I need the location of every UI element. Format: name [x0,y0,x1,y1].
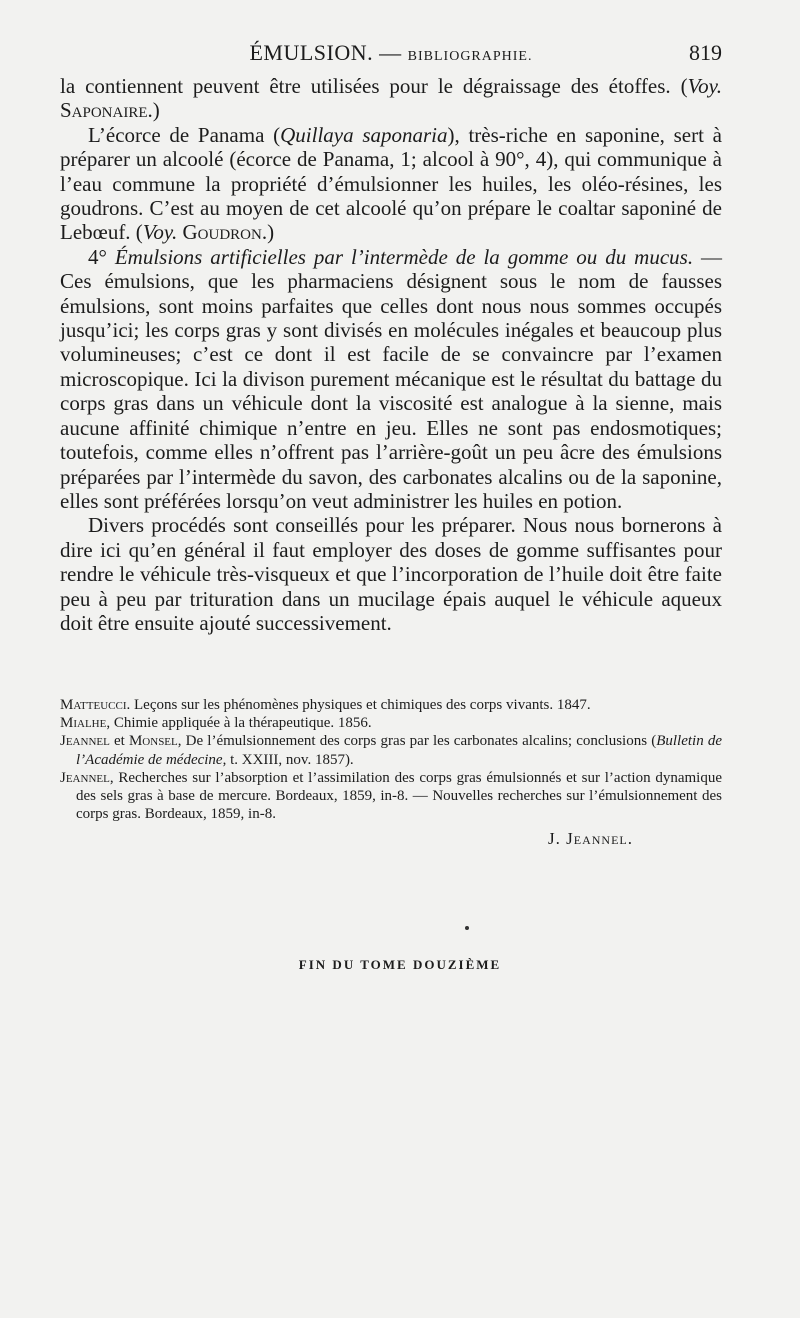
page-number: 819 [689,40,722,65]
body-text [60,74,722,635]
bibliography [60,696,722,823]
author-signature: J. Jeannel. [548,829,633,848]
paragraph-4: Divers procédés sont conseillés pour les préparer. Nous nous bornerons à dire ici qu’en général il faut employer des doses de gomme suffisantes pour rendre le véhicule très-visqueux et que l’incorporation de l’huile doit être faite peu à peu par trituration dans un mucilage épais auquel le véhicule aqueux doit être ensuite ajouté successivement. [60,513,722,635]
paragraph-2: L’écorce de Panama (Quillaya saponaria), très-riche en saponine, sert à préparer un alcoolé (écorce de Panama, 1; alcool à 90°, 4), qui communique à l’eau commune la propriété d’émulsionner les huiles, les oléo-résines, les goudrons. C’est au moyen de cet alcoolé qu’on prépare le coaltar saponiné de Lebœuf. (Voy. Goudron.) [60,122,722,245]
reference-item: Jeannel, Recherches sur l’absorption et l’assimilation des corps gras émulsionnés et sur l’action dynamique des sels gras à base de mercure. Bordeaux, 1859, in-8. — Nouvelles recherches sur l’émulsionnement des corps gras. Bordeaux, 1859, in-8. [60,769,722,823]
running-header [60,40,722,70]
reference-item: Jeannel et Monsel, De l’émulsionnement des corps gras par les carbonates alcalins; conclusions (Bulletin de l’Académie de médecine, t. XXIII, nov. 1857). [60,733,723,768]
reference-item: Mialhe, Chimie appliquée à la thérapeutique. 1856. [60,715,372,732]
end-of-volume: FIN DU TOME DOUZIÈME [298,957,502,972]
paragraph-1: la contiennent peuvent être utilisées pour le dégraissage des étoffes. (Voy. Saponaire.) [60,74,722,123]
running-title: ÉMULSION. — BIBLIOGRAPHIE. [249,40,533,65]
ornament-dot [465,926,469,930]
running-title-section: BIBLIOGRAPHIE. [407,49,533,64]
paragraph-3: 4° Émulsions artificielles par l’intermède de la gomme ou du mucus. — Ces émulsions, que les pharmaciens désignent sous le nom de fausses émulsions, sont moins parfaites que celles dont nous nous sommes occupés jusqu’ici; les corps gras y sont divisés en molécules inégales et beaucoup plus volumineuses; c’est ce dont il est facile de se convaincre par l’examen microscopique. Ici la divison purement mécanique est le résultat du battage du corps gras dans un véhicule dont la viscosité est analogue à la sienne, mais aucune affinité chimique n’entre en jeu. Elles ne sont pas endosmotiques; toutefois, comme elles n’offrent pas l’arrière-goût un peu âcre des émulsions préparées par l’intermède du savon, des carbonates alcalins ou de la saponine, elles sont préférées lorsqu’on veut administrer les huiles en potion. [60,244,723,513]
reference-item: Matteucci. Leçons sur les phénomènes physiques et chimiques des corps vivants. 1847. [60,697,591,713]
